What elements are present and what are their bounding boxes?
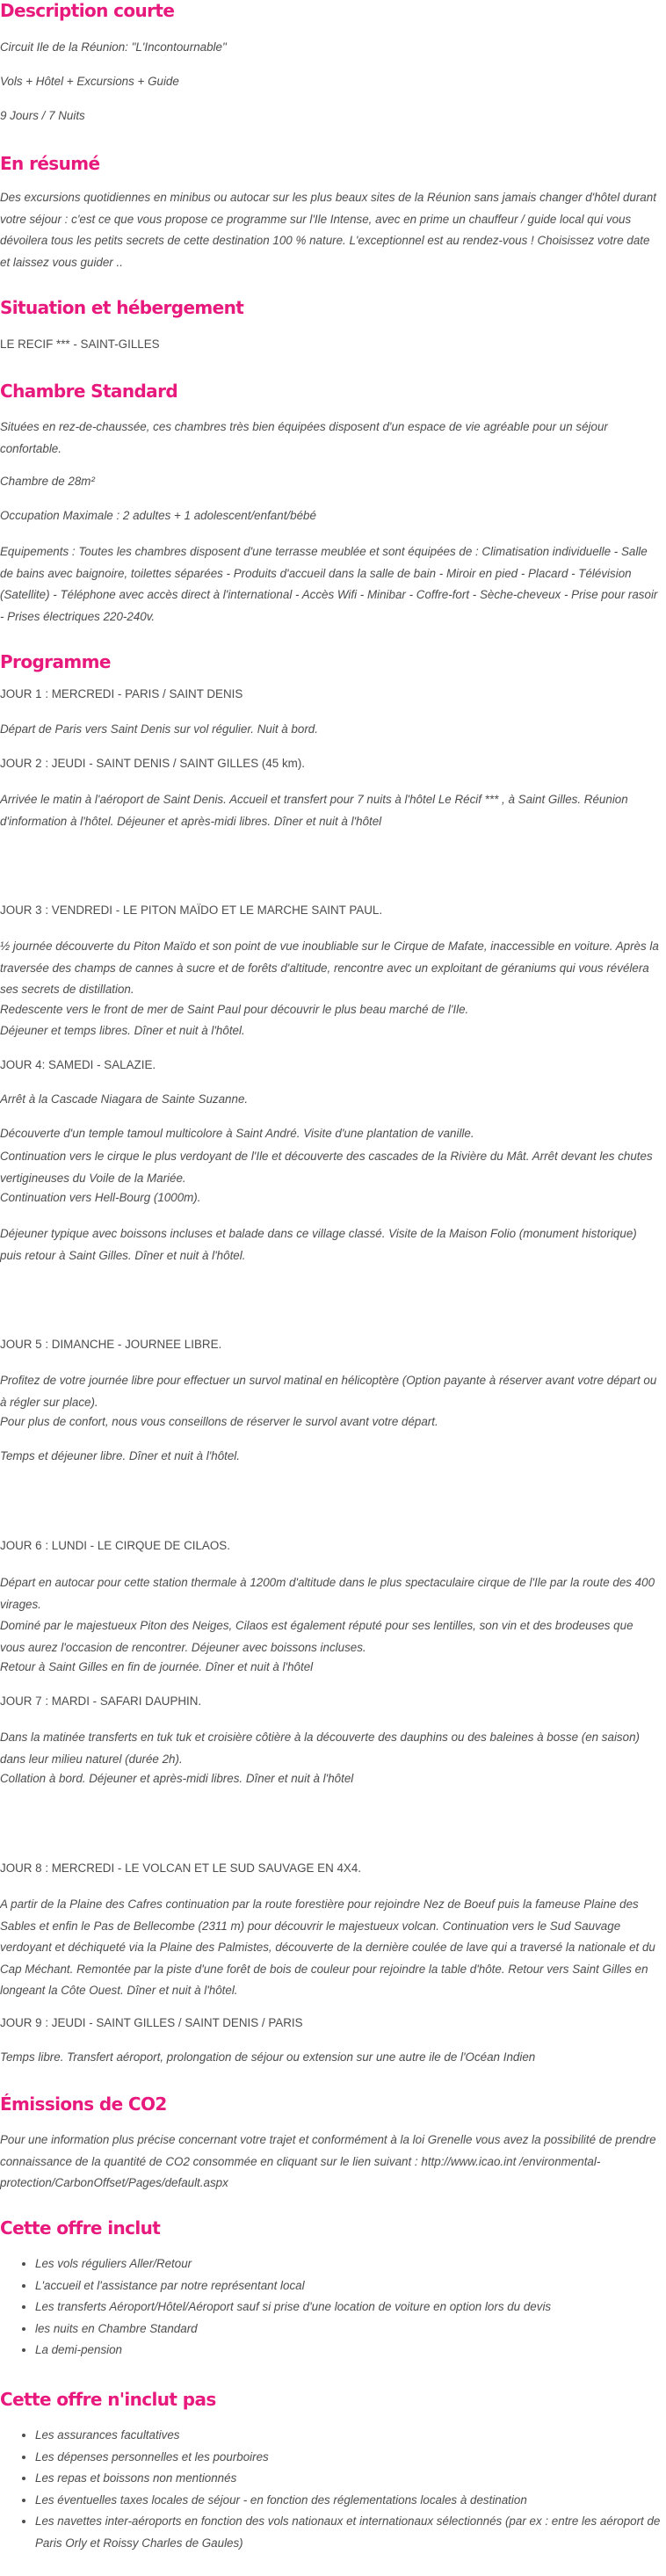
day-text: Redescente vers le front de mer de Saint Paul pour découvrir le plus beau marché de l'Ile. [0,1003,469,1016]
day-title: JOUR 9 : JEUDI - SAINT GILLES / SAINT DENIS / PARIS [0,2016,303,2029]
room-occupation: Occupation Maximale : 2 adultes + 1 adolescent/enfant/bébé [0,509,316,522]
day-text: Pour plus de confort, nous vous conseillons de réserver le survol avant votre départ. [0,1415,438,1428]
description-line: Circuit Ile de la Réunion: "L'Incontournable" [0,40,227,54]
day-text: Collation à bord. Déjeuner et après-midi libres. Dîner et nuit à l'hôtel [0,1772,354,1785]
section-title-chambre: Chambre Standard [0,381,178,402]
resume-text: Des excursions quotidiennes en minibus ou autocar sur les plus beaux sites de la Réunion sans jamais changer d'hôtel durant votre séjour : c'est ce que vous propose ce programme sur l'Ile Intense, avec en prime un chauffeur / guide local qui vous dévoilera tous les petits secrets de cette destination 100 % nature. L'exceptionnel est au rendez-vous ! Choisissez votre date et laissez vous guider .. [0,191,656,269]
list-item: • Les transferts Aéroport/Hôtel/Aéroport sauf si prise d'une location de voiture en option lors du devis [35,2297,666,2318]
day-text: Continuation vers le cirque le plus verdoyant de l'Ile et découverte des cascades de la Rivière du Mât. Arrêt devant les chutes vertigineuses du Voile de la Mariée. [0,1150,653,1185]
room-description: Situées en rez-de-chaussée, ces chambres très bien équipées disposent d'un espace de vie agréable pour un séjour confortable. [0,420,608,455]
day-text: A partir de la Plaine des Cafres continuation par la route forestière pour rejoindre Nez de Boeuf puis la fameuse Plaine des Sables et enfin le Pas de Bellecombe (2311 m) pour découvrir le majestueux volcan. Continuation vers le Sud Sauvage verdoyant et déchiqueté via la Plaine des Palmistes, découverte de la dernière coulée de lave qui a traversé la nationale et du Cap Méchant. Remontée par la piste d'une forêt de bois de couleur pour rejoindre la table d'hôte. Retour vers Saint Gilles en longeant la Côte Ouest. Dîner et nuit à l'hôtel. [0,1898,655,1997]
description-line: 9 Jours / 7 Nuits [0,109,85,122]
list-item: • les nuits en Chambre Standard [35,2318,666,2340]
day-text: Dans la matinée transferts en tuk tuk et croisière côtière à la découverte des dauphins ou des baleines à bosse (en saison) dans leur milieu naturel (durée 2h). [0,1731,640,1766]
day-title: JOUR 5 : DIMANCHE - JOURNEE LIBRE. [0,1338,222,1351]
excluded-list [0,2425,666,2554]
included-list [0,2253,666,2362]
section-title-co2: Émissions de CO2 [0,2093,167,2115]
day-title: JOUR 3 : VENDREDI - LE PITON MAÏDO ET LE MARCHE SAINT PAUL. [0,903,383,917]
list-item: • Les vols réguliers Aller/Retour [35,2253,666,2275]
day-title: JOUR 4: SAMEDI - SALAZIE. [0,1058,156,1071]
day-text: Arrêt à la Cascade Niagara de Sainte Suzanne. [0,1092,249,1106]
list-item: • L'accueil et l'assistance par notre représentant local [35,2275,666,2297]
day-title: JOUR 6 : LUNDI - LE CIRQUE DE CILAOS. [0,1539,230,1552]
day-text: Temps et déjeuner libre. Dîner et nuit à l'hôtel. [0,1449,241,1462]
day-title: JOUR 8 : MERCREDI - LE VOLCAN ET LE SUD SAUVAGE EN 4X4. [0,1861,362,1875]
section-title-situation: Situation et hébergement [0,297,244,318]
section-title-ninclut: Cette offre n'inclut pas [0,2389,216,2410]
room-equipment: Equipements : Toutes les chambres disposent d'une terrasse meublée et sont équipées de : Climatisation individuelle - Salle de bains avec baignoire, toilettes séparées - Produits d'accueil dans la salle de bain - Miroir en pied - Placard - Télévision (Satellite) - Téléphone avec accès direct à l'international - Accès Wifi - Minibar - Coffre-fort - Sèche-cheveux - Prise pour rasoir - Prises électriques 220-240v. [0,545,658,623]
day-text: Déjeuner et temps libres. Dîner et nuit à l'hôtel. [0,1024,245,1037]
day-text: Départ de Paris vers Saint Denis sur vol régulier. Nuit à bord. [0,722,318,736]
day-text: Retour à Saint Gilles en fin de journée. Dîner et nuit à l'hôtel [0,1660,314,1673]
day-text: Arrivée le matin à l'aéroport de Saint Denis. Accueil et transfert pour 7 nuits à l'hôtel Le Récif *** , à Saint Gilles. Réunion d'information à l'hôtel. Déjeuner et après-midi libres. Dîner et nuit à l'hôtel [0,793,628,828]
section-title-programme: Programme [0,651,111,672]
co2-text: Pour une information plus précise concernant votre trajet et conformément à la loi Grenelle vous avez la possibilité de prendre connaissance de la quantité de CO2 consommée en cliquant sur le lien suivant : http://www.icao.int /environmental-protection/CarbonOffset/Pages/default.aspx [0,2133,656,2189]
day-text: Départ en autocar pour cette station thermale à 1200m d'altitude dans le plus spectaculaire cirque de l'Ile par la route des 400 virages. [0,1576,655,1611]
list-item: • Les assurances facultatives [35,2425,666,2447]
day-text: Continuation vers Hell-Bourg (1000m). [0,1191,201,1204]
list-item: • Les repas et boissons non mentionnés [35,2468,666,2490]
day-text: Profitez de votre journée libre pour effectuer un survol matinal en hélicoptère (Option payante à réserver avant votre départ ou à régler sur place). [0,1374,657,1409]
description-line: Vols + Hôtel + Excursions + Guide [0,75,179,88]
section-title-resume: En résumé [0,153,100,174]
day-text: Découverte d'un temple tamoul multicolore à Saint André. Visite d'une plantation de vanille. [0,1127,474,1140]
room-size: Chambre de 28m² [0,475,95,488]
list-item: • Les éventuelles taxes locales de séjour - en fonction des réglementations locales à destination [35,2490,666,2512]
hotel-name: LE RECIF *** - SAINT-GILLES [0,337,160,351]
day-text: ½ journée découverte du Piton Maïdo et son point de vue inoubliable sur le Cirque de Mafate, inaccessible en voiture. Après la traversée des champs de cannes à sucre et de forêts d'altitude, rencontre avec un exploitant de géraniums qui vous révélera ses secrets de distillation. [0,940,659,996]
day-text: Déjeuner typique avec boissons incluses et balade dans ce village classé. Visite de la Maison Folio (monument historique) puis retour à Saint Gilles. Dîner et nuit à l'hôtel. [0,1227,637,1262]
section-title-inclut: Cette offre inclut [0,2217,161,2239]
list-item: • Les dépenses personnelles et les pourboires [35,2447,666,2469]
day-text: Temps libre. Transfert aéroport, prolongation de séjour ou extension sur une autre ile de l'Océan Indien [0,2050,536,2064]
day-title: JOUR 2 : JEUDI - SAINT DENIS / SAINT GILLES (45 km). [0,757,305,770]
section-title-description: Description courte [0,0,175,21]
day-title: JOUR 1 : MERCREDI - PARIS / SAINT DENIS [0,687,243,700]
list-item: • Les navettes inter-aéroports en fonction des vols nationaux et internationaux sélectionnés (par ex : entre les aéroport de Paris Orly et Roissy Charles de Gaules) [35,2511,666,2554]
day-text: Dominé par le majestueux Piton des Neiges, Cilaos est également réputé pour ses lentilles, son vin et des brodeuses que vous aurez l'occasion de rencontrer. Déjeuner avec boissons incluses. [0,1619,633,1654]
day-title: JOUR 7 : MARDI - SAFARI DAUPHIN. [0,1694,202,1708]
list-item: • La demi-pension [35,2340,666,2362]
